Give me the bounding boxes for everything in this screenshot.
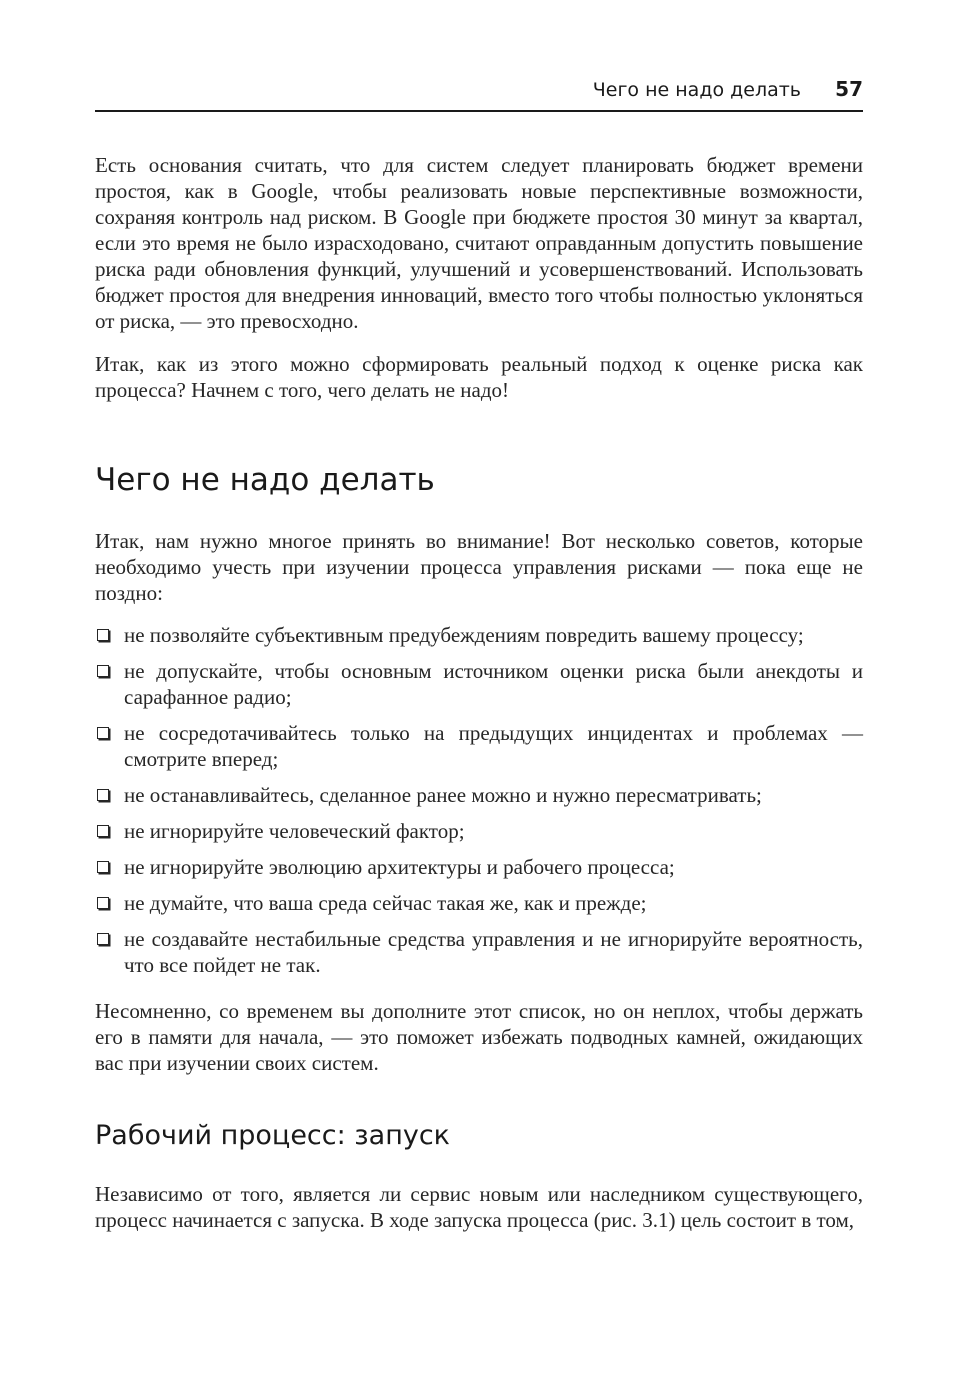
intro-paragraph-2: Итак, как из этого можно сформировать реальный подход к оценке риска как процесса? Начнем с того, чего делать не надо! [95,352,863,402]
list-item-text: не позволяйте субъективным предубеждениям повредить вашему процессу; [124,623,804,647]
checkbox-bullet-icon [97,933,109,945]
section-heading-workflow-launch: Рабочий процесс: запуск [95,1120,450,1151]
list-item [95,926,863,978]
advice-list [95,622,863,988]
list-item [95,622,863,648]
section-conclusion-paragraph: Несомненно, со временем вы дополните этот список, но он неплох, чтобы держать его в памяти для начала, — это поможет избежать подводных камней, ожидающих вас при изучении своих систем. [95,999,863,1075]
list-item [95,720,863,772]
checkbox-bullet-icon [97,861,109,873]
checkbox-bullet-icon [97,789,109,801]
workflow-paragraph: Независимо от того, является ли сервис новым или наследником существующего, процесс начинается с запуска. В ходе запуска процесса (рис. 3.1) цель состоит в том, [95,1182,863,1232]
section-intro-paragraph: Итак, нам нужно многое принять во внимание! Вот несколько советов, которые необходимо учесть при изучении процесса управления рисками — пока еще не поздно: [95,529,863,605]
list-item-text: не сосредотачивайтесь только на предыдущих инцидентах и проблемах — смотрите вперед; [124,721,863,771]
list-item [95,890,863,916]
checkbox-bullet-icon [97,897,109,909]
list-item-text: не игнорируйте эволюцию архитектуры и рабочего процесса; [124,855,675,879]
checkbox-bullet-icon [97,727,109,739]
list-item-text: не создавайте нестабильные средства управления и не игнорируйте вероятность, что все пойдет не так. [124,927,863,977]
list-item-text: не останавливайтесь, сделанное ранее можно и нужно пересматривать; [124,783,762,807]
running-header-title: Чего не надо делать [592,79,801,101]
checkbox-bullet-icon [97,825,109,837]
list-item-text: не думайте, что ваша среда сейчас такая же, как и прежде; [124,891,647,915]
list-item [95,782,863,808]
section-heading-what-not-to-do: Чего не надо делать [95,462,435,498]
intro-paragraph-1: Есть основания считать, что для систем следует планировать бюджет времени простоя, как в Google, чтобы реализовать новые перспективные возможности, сохраняя контроль над риском. В Google при бюджете простоя 30 минут за квартал, если это время не было израсходовано, считают оправданным допустить повышение риска ради обновления функций, улучшений и усовершенствований. Использовать бюджет простоя для внедрения инноваций, вместо того чтобы полностью уклоняться от риска, — это превосходно. [95,153,863,333]
running-header [95,76,863,112]
checkbox-bullet-icon [97,665,109,677]
list-item [95,818,863,844]
list-item-text: не игнорируйте человеческий фактор; [124,819,465,843]
list-item [95,854,863,880]
list-item [95,658,863,710]
list-item-text: не допускайте, чтобы основным источником оценки риска были анекдоты и сарафанное радио; [124,659,863,709]
checkbox-bullet-icon [97,629,109,641]
page-number: 57 [835,77,863,101]
